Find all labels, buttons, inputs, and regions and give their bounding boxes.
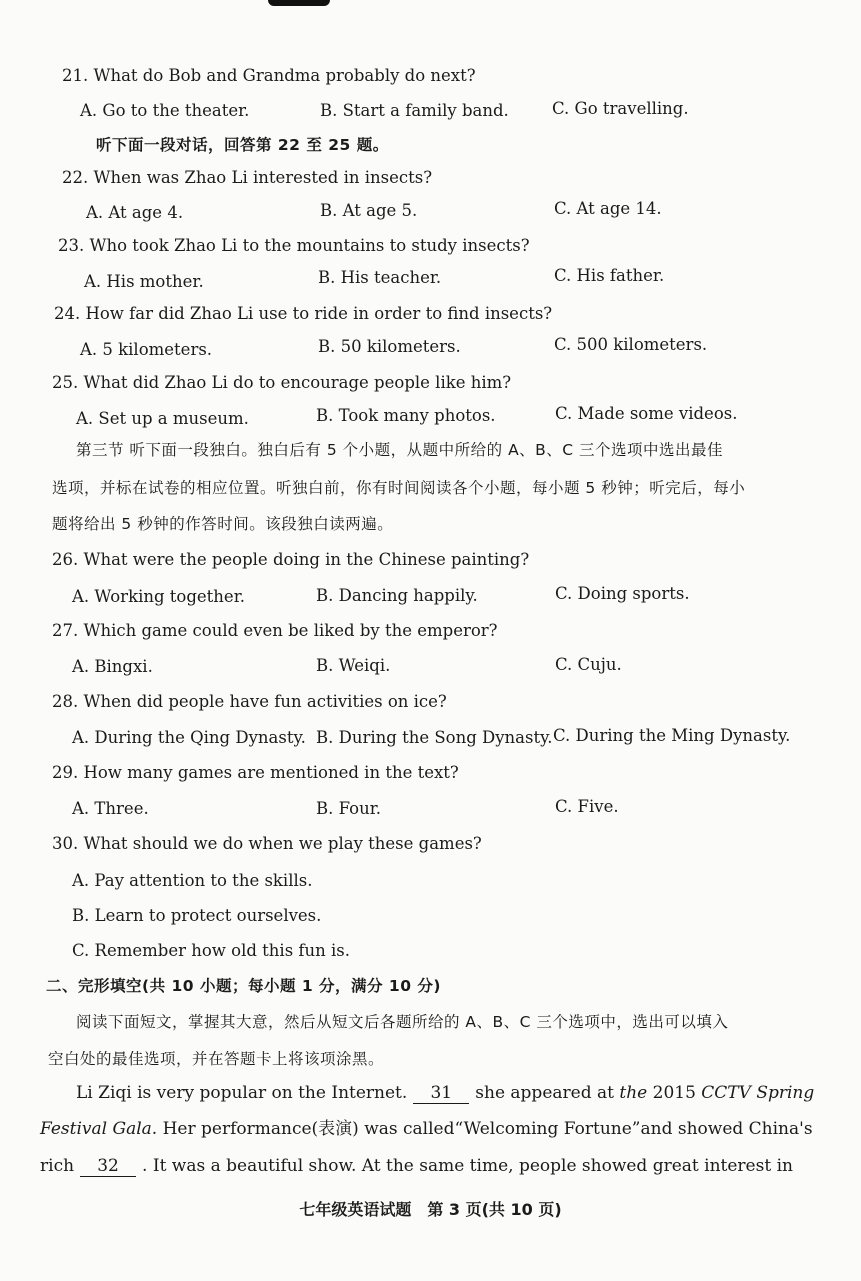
passage-text: rich <box>40 1156 75 1176</box>
q29-option-b: B. Four. <box>316 799 382 818</box>
question-26: 26. What were the people doing in the Chinese painting? <box>52 550 530 569</box>
question-30: 30. What should we do when we play these games? <box>52 834 482 853</box>
question-22: 22. When was Zhao Li interested in insects? <box>62 168 433 187</box>
q25-option-b: B. Took many photos. <box>316 406 496 425</box>
q27-option-a: A. Bingxi. <box>72 657 153 676</box>
question-25: 25. What did Zhao Li do to encourage people like him? <box>52 373 512 392</box>
q29-option-a: A. Three. <box>72 799 149 818</box>
q21-option-a: A. Go to the theater. <box>80 101 250 120</box>
q25-option-a: A. Set up a museum. <box>76 409 249 428</box>
scan-mark <box>268 0 330 6</box>
passage-text: 2015 <box>652 1083 696 1103</box>
part2-instruction-line2: 空白处的最佳选项，并在答题卡上将该项涂黑。 <box>48 1050 385 1068</box>
part2-heading: 二、完形填空(共 10 小题；每小题 1 分，满分 10 分) <box>46 977 441 995</box>
q22-option-b: B. At age 5. <box>320 201 418 220</box>
part2-instruction-line1: 阅读下面短文，掌握其大意，然后从短文后各题所给的 A、B、C 三个选项中，选出可以填入 <box>76 1013 729 1031</box>
q28-option-b: B. During the Song Dynasty. <box>316 728 553 747</box>
blank-31: 31 <box>413 1083 469 1104</box>
q27-option-c: C. Cuju. <box>555 655 622 674</box>
page-footer: 七年级英语试题 第 3 页(共 10 页) <box>299 1200 562 1219</box>
q23-option-a: A. His mother. <box>84 272 204 291</box>
q21-option-b: B. Start a family band. <box>320 101 509 120</box>
passage-text: . Her performance(表演) was called“Welcoming Fortune”and showed China's <box>151 1119 813 1139</box>
q26-option-a: A. Working together. <box>72 587 246 606</box>
section3-instruction-line1: 第三节 听下面一段独白。独白后有 5 个小题，从题中所给的 A、B、C 三个选项中选出最佳 <box>76 441 724 459</box>
section3-instruction-line3: 题将给出 5 秒钟的作答时间。该段独白读两遍。 <box>52 515 394 533</box>
q27-option-b: B. Weiqi. <box>316 656 391 675</box>
passage-text-italic: the <box>619 1083 648 1103</box>
q25-option-c: C. Made some videos. <box>555 404 738 423</box>
q28-option-c: C. During the Ming Dynasty. <box>553 726 791 745</box>
q24-option-b: B. 50 kilometers. <box>318 337 461 356</box>
q28-option-a: A. During the Qing Dynasty. <box>72 728 306 747</box>
q23-option-b: B. His teacher. <box>318 268 442 287</box>
q29-option-c: C. Five. <box>555 797 619 816</box>
q24-option-a: A. 5 kilometers. <box>80 340 213 359</box>
section3-instruction-line2: 选项，并标在试卷的相应位置。听独白前，你有时间阅读各个小题，每小题 5 秒钟；听完后，每小 <box>52 479 746 497</box>
passage-text-italic: CCTV Spring <box>701 1083 815 1103</box>
q30-option-b: B. Learn to protect ourselves. <box>72 906 322 925</box>
passage-line-3 <box>40 1156 793 1177</box>
q24-option-c: C. 500 kilometers. <box>554 335 708 354</box>
passage-text-italic: Festival Gala <box>40 1119 152 1139</box>
question-24: 24. How far did Zhao Li use to ride in order to find insects? <box>54 304 553 323</box>
question-21: 21. What do Bob and Grandma probably do next? <box>62 66 476 85</box>
question-29: 29. How many games are mentioned in the text? <box>52 763 459 782</box>
q26-option-b: B. Dancing happily. <box>316 586 478 605</box>
passage-text: Li Ziqi is very popular on the Internet. <box>76 1083 408 1103</box>
blank-32: 32 <box>80 1156 136 1177</box>
q30-option-c: C. Remember how old this fun is. <box>72 941 351 960</box>
passage-line-2 <box>40 1119 813 1139</box>
question-27: 27. Which game could even be liked by the emperor? <box>52 621 498 640</box>
q22-option-a: A. At age 4. <box>86 203 184 222</box>
question-28: 28. When did people have fun activities on ice? <box>52 692 447 711</box>
q23-option-c: C. His father. <box>554 266 665 285</box>
q30-option-a: A. Pay attention to the skills. <box>72 871 313 890</box>
q26-option-c: C. Doing sports. <box>555 584 690 603</box>
question-23: 23. Who took Zhao Li to the mountains to study insects? <box>58 236 530 255</box>
dialogue-instruction: 听下面一段对话，回答第 22 至 25 题。 <box>96 136 389 154</box>
passage-text: she appeared at <box>475 1083 614 1103</box>
passage-line-1 <box>76 1083 814 1104</box>
passage-text: . It was a beautiful show. At the same time, people showed great interest in <box>142 1156 793 1176</box>
q22-option-c: C. At age 14. <box>554 199 662 218</box>
q21-option-c: C. Go travelling. <box>552 99 689 118</box>
